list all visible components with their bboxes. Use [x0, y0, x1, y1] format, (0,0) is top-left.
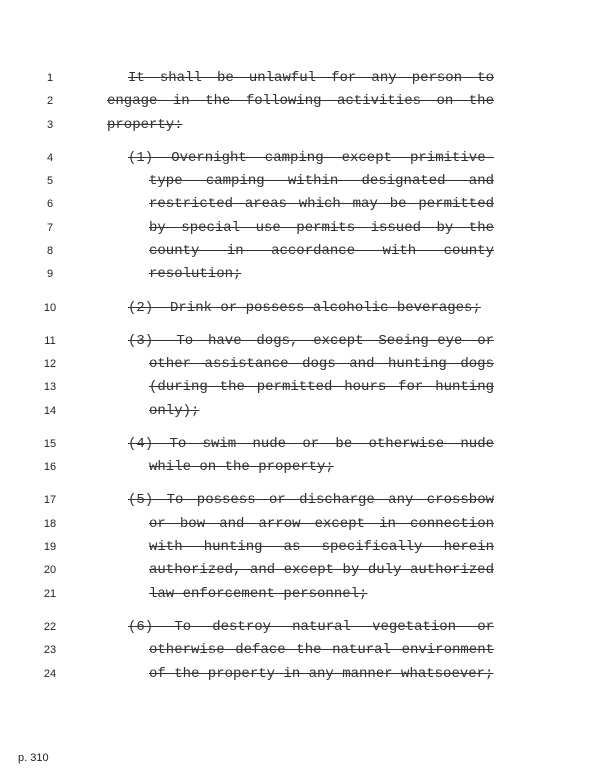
struck-text-line: restricted areas which may be permitted [149, 196, 494, 212]
line-number: 8 [46, 245, 54, 257]
struck-text-line: only); [149, 403, 200, 419]
struck-text-line: engage in the following activities on the [107, 93, 494, 109]
line-number: 9 [46, 268, 54, 280]
struck-text-line: (4) To swim nude or be otherwise nude [128, 436, 494, 452]
struck-text-line: of the property in any manner whatsoever; [149, 666, 494, 682]
line-number: 15 [43, 438, 57, 450]
line-number: 18 [43, 518, 57, 530]
struck-text-line: with hunting as specifically herein [149, 539, 494, 555]
struck-text-line: authorized, and except by duly authorized [149, 562, 494, 578]
struck-text-line: (3) —To have dogs, except Seeing-eye or [128, 333, 494, 349]
struck-text-line: otherwise deface the natural environment [149, 642, 494, 658]
line-number: 23 [43, 644, 57, 656]
line-number: 5 [46, 175, 54, 187]
line-number: 10 [43, 302, 57, 314]
line-number: 6 [46, 198, 54, 210]
struck-text-line: (5) To possess or discharge any crossbow [128, 492, 494, 508]
struck-text-line: (2) —Drink or possess alcoholic beverages; [128, 300, 481, 316]
struck-text-line: (6) To destroy natural vegetation or [128, 619, 494, 635]
struck-text-line: (during the permitted hours for hunting [149, 379, 494, 395]
line-number: 22 [43, 621, 57, 633]
line-number: 2 [46, 95, 54, 107]
struck-text-line: county in accordance with county [149, 243, 494, 259]
line-number: 17 [43, 494, 57, 506]
struck-text-line: property: [107, 117, 183, 133]
line-number: 13 [43, 381, 57, 393]
line-number: 1 [46, 72, 54, 84]
struck-text-line: while on the property; [149, 459, 334, 475]
struck-text-line: or bow and arrow except in connection [149, 516, 494, 532]
page-number: p. 310 [18, 752, 49, 764]
struck-text-line: resolution; [149, 266, 242, 282]
struck-text-line: type camping within designated and [149, 173, 494, 189]
line-number: 7 [46, 222, 54, 234]
line-number: 16 [43, 461, 57, 473]
line-number: 19 [43, 541, 57, 553]
line-number: 20 [43, 564, 57, 576]
line-number: 3 [46, 119, 54, 131]
struck-text-line: by special use permits issued by the [149, 220, 494, 236]
struck-text-line: It shall be unlawful for any person to [128, 70, 494, 86]
line-number: 11 [44, 335, 56, 347]
struck-text-line: (1) Overnight camping except primitive- [128, 150, 494, 166]
line-number: 14 [43, 405, 57, 417]
struck-text-line: law enforcement personnel; [149, 586, 368, 602]
line-number: 24 [43, 668, 57, 680]
line-number: 12 [43, 358, 57, 370]
line-number: 21 [43, 588, 57, 600]
struck-text-line: other assistance dogs and hunting dogs [149, 356, 494, 372]
line-number: 4 [46, 152, 54, 164]
